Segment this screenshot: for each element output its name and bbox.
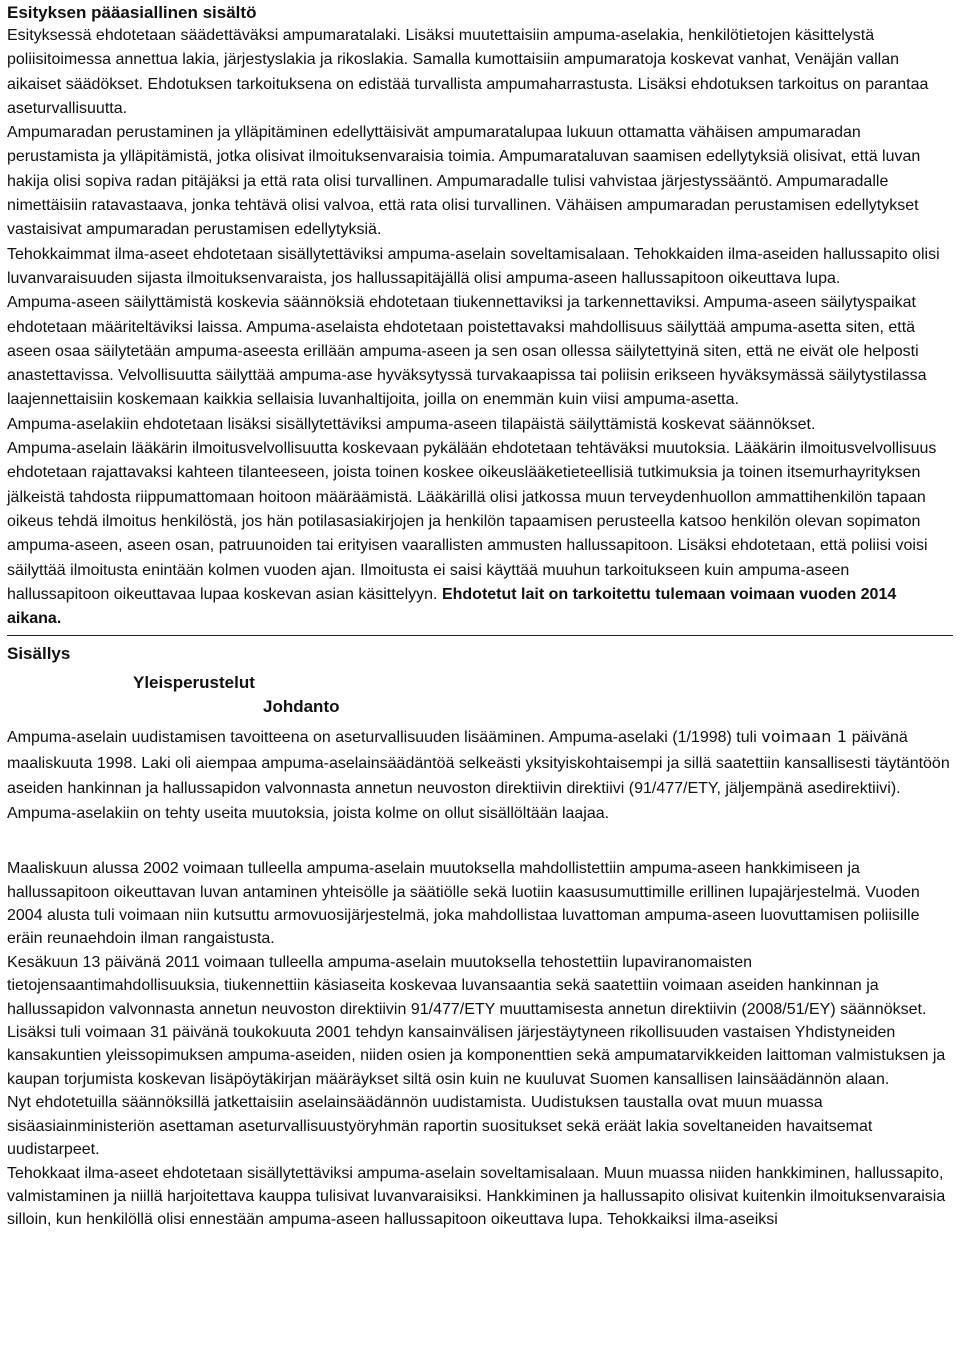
history-section [7,857,953,1232]
heading-johdanto: Johdanto [263,697,340,717]
johdanto-section [7,724,953,826]
summary-paragraph: Ampuma-aseen säilyttämistä koskevia säännöksiä ehdotetaan tiukennettaviksi ja tarkennettaviksi. Ampuma-aseen säilytyspaikat ehdotetaan määriteltäviksi laissa. Ampuma-aselaista ehdotetaan poistettavaksi mahdollisuus säilyttää ampuma-asetta siten, että aseen osaa säilytetään ampuma-aseesta erillään ampuma-aseen ja sen osan ollessa säilytettyinä siten, että ne eivät ole helposti anastettavissa. Velvollisuutta säilyttää ampuma-ase hyväksytyssä turvakaapissa tai poliisin erikseen hyväksymässä säilytystilassa laajennettaisiin koskemaan kaikkia sellaisia luvanhaltijoita, joilla on enemmän kuin viisi ampuma-asetta. [7,294,927,409]
summary-paragraph: Ampumaradan perustaminen ja ylläpitäminen edellyttäisivät ampumaratalupaa lukuun ottamatta vähäisen ampumaradan perustamista ja ylläpitämistä, jotka olisivat ilmoituksenvaraisia toimia. Ampumarataluvan saamisen edellytyksiä olisivat, että luvan hakija olisi sopiva radan pitäjäksi ja että rata olisi turvallinen. Ampumaradalle tulisi vahvistaa järjestyssääntö. Ampumaradalle nimettäisiin ratavastaava, jonka tehtävä olisi valvoa, että rata olisi turvallinen. Vähäisen ampumaradan perustamisen edellytykset vastaisivat ampumaradan perustamisen edellytyksiä. [7,124,921,239]
johdanto-paragraph [7,724,953,826]
summary-paragraph: Tehokkaimmat ilma-aseet ehdotetaan sisällytettäviksi ampuma-aselain soveltamisalaan. Tehokkaiden ilma-aseiden hallussapito olisi luvanvaraisuuden sijasta ilmoituksenvaraista, jos hallussapitäjällä olisi ampuma-aseen hallussapitoon oikeuttava lupa. [7,245,940,287]
summary-paragraph-text: Ampuma-aselain lääkärin ilmoitusvelvollisuutta koskevaan pykälään ehdotetaan tehtäväksi muutoksia. Lääkärin ilmoitusvelvollisuus ehdotetaan rajattavaksi kahteen tilanteeseen, joista toinen koskee oikeuslääketieteellisiä tutkimuksia ja toinen itsemurhayrityksen jälkeistä tahdosta riippumattomaan hoitoon määräämistä. Lääkärillä olisi jatkossa muun terveydenhuollon ammattihenkilön tapaan oikeus tehdä ilmoitus henkilöstä, jos hän potilasasiakirjojen ja henkilön tapaamisen perusteella katsoo henkilön olevan sopimaton ampuma-aseen, aseen osan, patruunoiden tai erityisen vaarallisten ammusten hallussapitoon. Lisäksi ehdotetaan, että poliisi voisi säilyttää ilmoitusta enintään kolmen vuoden ajan. Ilmoitusta ei saisi käyttää muuhun tarkoitukseen kuin ampuma-aseen hallussapitoon oikeuttavaa lupaa koskevan asian käsittelyyn. [7,440,937,603]
effective-date-statement: Ehdotetut lait on tarkoitettu tulemaan voimaan vuoden 2014 aikana. [7,585,897,628]
paragraph-gap [7,826,953,857]
johdanto-text-rest: päivänä maaliskuuta 1998. Laki oli aiempaa ampuma-aselainsäädäntöä selkeästi yksityiskohtaisempi ja sillä saatettiin kansallisesti täytäntöön aseiden hankinnan ja hallussapidon valvonnasta annetun neuvoston direktiivin direktiivi (91/477/ETY, jäljempänä asedirektiivi). Ampuma-aselakiin on tehty useita muutoksia, joista kolme on ollut sisällöltään laajaa. [7,729,950,823]
history-paragraph: Tehokkaat ilma-aseet ehdotetaan sisällytettäviksi ampuma-aselain soveltamisalaan. Muun muassa niiden hankkiminen, hallussapito, valmistaminen ja niillä harjoitettava kauppa tulisivat luvanvaraisiksi. Hankkiminen ja hallussapito olisivat kuitenkin ilmoituksenvaraisia silloin, kun henkilöllä olisi ennestään ampuma-aseen hallussapitoon oikeuttava lupa. Tehokkaiksi ilma-aseiksi [7,1164,946,1229]
summary-paragraph: Esityksessä ehdotetaan säädettäväksi ampumaratalaki. Lisäksi muutettaisiin ampuma-aselakia, henkilötietojen käsittelystä poliisitoimessa annettua lakia, järjestyslakia ja rikoslakia. Samalla kumottaisiin ampumaratoja koskevat vanhat, Venäjän vallan aikaiset säädökset. Ehdotuksen tarkoituksena on edistää turvallista ampumaharrastusta. Lisäksi ehdotuksen tarkoitus on parantaa aseturvallisuutta. [7,27,929,117]
heading-yleisperustelut: Yleisperustelut [133,673,255,693]
heading-sisallys: Sisällys [7,644,71,664]
document-page [0,2,960,1232]
section-divider [7,635,953,636]
johdanto-text-start: Ampuma-aselain uudistamisen tavoitteena on aseturvallisuuden lisääminen. Ampuma-aselaki (1/1998) tuli [7,729,762,747]
summary-paragraph-last [7,437,953,631]
summary-paragraph: Ampuma-aselakiin ehdotetaan lisäksi sisällytettäviksi ampuma-aseen tilapäistä säilyttämistä koskevat säännökset. [7,415,816,433]
section-heading-summary: Esityksen pääasiallinen sisältö [7,3,257,22]
history-paragraph: Maaliskuun alussa 2002 voimaan tulleella ampuma-aselain muutoksella mahdollistettiin ampuma-aseen hankkimiseen ja hallussapitoon oikeuttavan luvan antaminen yhteisölle ja säätiölle sekä luotiin kaasusumuttimille erillinen lupajärjestelmä. Vuoden 2004 alusta tuli voimaan niin kutsuttu armovuosijärjestelmä, joka mahdollistaa luvattoman ampuma-aseen luovuttamisen poliisille eräin reunaehdoin ilman rangaistusta. [7,860,920,948]
history-paragraph: Nyt ehdotetuilla säännöksillä jatkettaisiin aselainsäädännön uudistamista. Uudistuksen taustalla ovat muun muassa sisäasiainministeriön asettaman aseturvallisuustyöryhmän raportin suositukset sekä eräät lakia soveltaneiden havaitsemat uudistarpeet. [7,1094,873,1159]
summary-section [7,2,953,631]
history-paragraph: Kesäkuun 13 päivänä 2011 voimaan tulleella ampuma-aselain muutoksella tehostettiin lupaviranomaisten tietojensaantimahdollisuuksia, tiukennettiin käsiaseita koskevaa luvansaantia sekä saatettiin voimaan aseiden hankinnan ja hallussapidon valvonnasta annetun neuvoston direktiivin 91/477/ETY muuttamisesta annetun direktiivin (2008/51/EY) säännökset. Lisäksi tuli voimaan 31 päivänä toukokuuta 2001 tehdyn kansainvälisen järjestäytyneen rikollisuuden vastaisen Yhdistyneiden kansakuntien yleissopimuksen ampuma-aseiden, niiden osien ja komponenttien sekä ampumatarvikkeiden laittoman valmistuksen ja kaupan torjumista koskevan lisäpöytäkirjan määräykset siltä osin kuin ne kuuluvat Suomen kansallisen lainsäädännön alaan. [7,953,946,1088]
johdanto-text-voimaan: voimaan 1 [761,727,848,747]
